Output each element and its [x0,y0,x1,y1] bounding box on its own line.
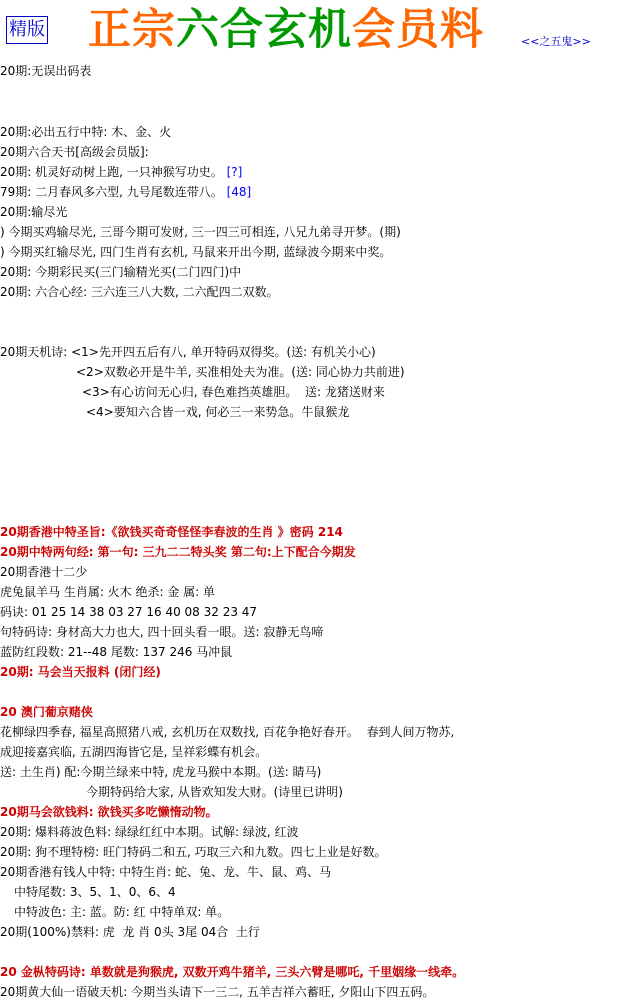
answer-tag: [?] [226,165,243,179]
text-line: 20期黄大仙一语破天机: 今期当头请下一三二, 五羊吉祥六蓄旺, 夕阳山下四五码。 [0,985,435,999]
text-line: <4>要知六合皆一戏, 何必三一来势急。牛鼠猴龙 [86,405,350,419]
text-line: 中特尾数: 3、5、1、0、6、4 [14,885,176,899]
text-line: ) 今期买鸡输尽光, 三哥今期可发财, 三一四三可相连, 八兄九弟寻开梦。(期) [0,225,401,239]
text-line: 20期: 今期彩民买(三门输精光买(二门四门)中 [0,265,242,279]
edition-badge: 精版 [6,16,48,44]
answer-tag: [48] [226,185,252,199]
text-line: 20期香港十二少 [0,565,88,579]
text-line: 虎兔鼠羊马 生肖属: 火木 绝杀: 金 属: 单 [0,585,216,599]
text-line [0,321,621,343]
text-line [0,181,251,203]
poem-headings [0,421,621,443]
text-line: 中特波色: 主: 蓝。防: 红 中特单双: 单。 [14,905,230,919]
text-line: 20期天机诗: <1>先开四五后有八, 单开特码双得奖。(送: 有机关小心) [0,345,376,359]
text-line: 成迎接嘉宾临, 五湖四海皆它是, 呈祥彩蝶有机会。 [0,745,268,759]
title-char: 机 [308,5,352,55]
poem-row [0,481,621,503]
text-line: 花柳绿四季春, 福星高照猪八戒, 玄机历在双数找, 百花争艳好春开。 春到人间万物苏, [0,725,455,739]
title-char: 员 [396,5,440,55]
title-char: 会 [352,5,396,55]
text-line: 送: 土生肖) 配:今期兰绿来中特, 虎龙马猴中本期。(送: 睛马) [0,765,322,779]
text-line: 20期: 马会当天报料 (闭门经) [0,665,161,679]
title-char: 宗 [132,5,176,55]
line-text: 79期: 二月春风多六型, 九号尾数连带八。 [0,185,223,199]
text-line: 蓝防红段数: 21--48 尾数: 137 246 马冲鼠 [0,645,233,659]
text-line [0,681,621,703]
text-line: <3>有心访问无心归, 春色难挡英雄胆。 送: 龙猪送财来 [82,385,385,399]
title-char: 正 [88,5,132,55]
text-line: 20期: 六合心经: 三六连三八大数, 二六配四二双数。 [0,285,279,299]
title-char: 料 [440,5,484,55]
title-char: 玄 [264,5,308,55]
text-line: 码诀: 01 25 14 38 03 27 16 40 08 32 23 47 [0,605,258,619]
poem-row [0,461,621,483]
text-line: 20期香港有钱人中特: 中特生肖: 蛇、兔、龙、牛、鼠、鸡、马 [0,865,331,879]
text-line: 20 金枞特码诗: 单数就是狗猴虎, 双数开鸡牛猪羊, 三头六臂是哪吒, 千里姻缘一线牵。 [0,965,465,979]
text-line: 20期(100%)禁料: 虎 龙 肖 0头 3尾 04合 土行 [0,925,260,939]
overflow-lines [0,1001,621,1008]
text-line: 20期中特两句经: 第一句: 三九二二特头奖 第二句:上下配合今期发 [0,545,356,559]
text-line: 20期:输尽光 [0,205,68,219]
text-line: 20期: 狗不理特榜: 旺门特码二和五, 巧取三六和九数。四七上业是好数。 [0,845,387,859]
text-line: 20期:无误出码表 [0,64,92,78]
text-line: 20期香港中特圣旨:《欲钱买奇奇怪怪李春波的生肖 》密码 214 [0,525,343,539]
text-line [0,161,242,183]
text-line [0,941,621,963]
poem-row [0,501,621,523]
text-line: 20期:必出五行中特: 木、金、火 [0,125,172,139]
text-line: 20期: 爆料蒋波色料: 绿绿红红中本期。试解: 绿波, 红波 [0,825,299,839]
line-text: 20期: 机灵好动树上跑, 一只神猴写功史。 [0,165,223,179]
text-line: 20 澳门葡京赌侠 [0,705,93,719]
text-line: 20期六合天书[高级会员版]: [0,145,149,159]
zodiac-row [0,81,15,103]
zodiac-row [0,101,15,123]
header [0,0,621,60]
text-line: 句特码诗: 身材高大力也大, 四十回头看一眼。送: 寂静无鸟啼 [0,625,324,639]
title-char: 合 [220,5,264,55]
page-title [88,0,484,60]
poem-row [0,441,621,463]
author-tag: <<之五鬼>> [521,35,591,48]
text-line: 20期马会欲钱料: 欲钱买多吃懒惰动物。 [0,805,218,819]
text-line [0,301,621,323]
title-char: 六 [176,5,220,55]
text-line: 今期特码给大家, 从皆欢知发大财。(诗里已讲明) [86,785,343,799]
text-line: ) 今期买红输尽光, 四门生肖有玄机, 马鼠来开出今期, 蓝绿波今期来中奖。 [0,245,392,259]
text-line: <2>双数必开是牛羊, 买准相处夫为准。(送: 同心协力共前进) [76,365,405,379]
